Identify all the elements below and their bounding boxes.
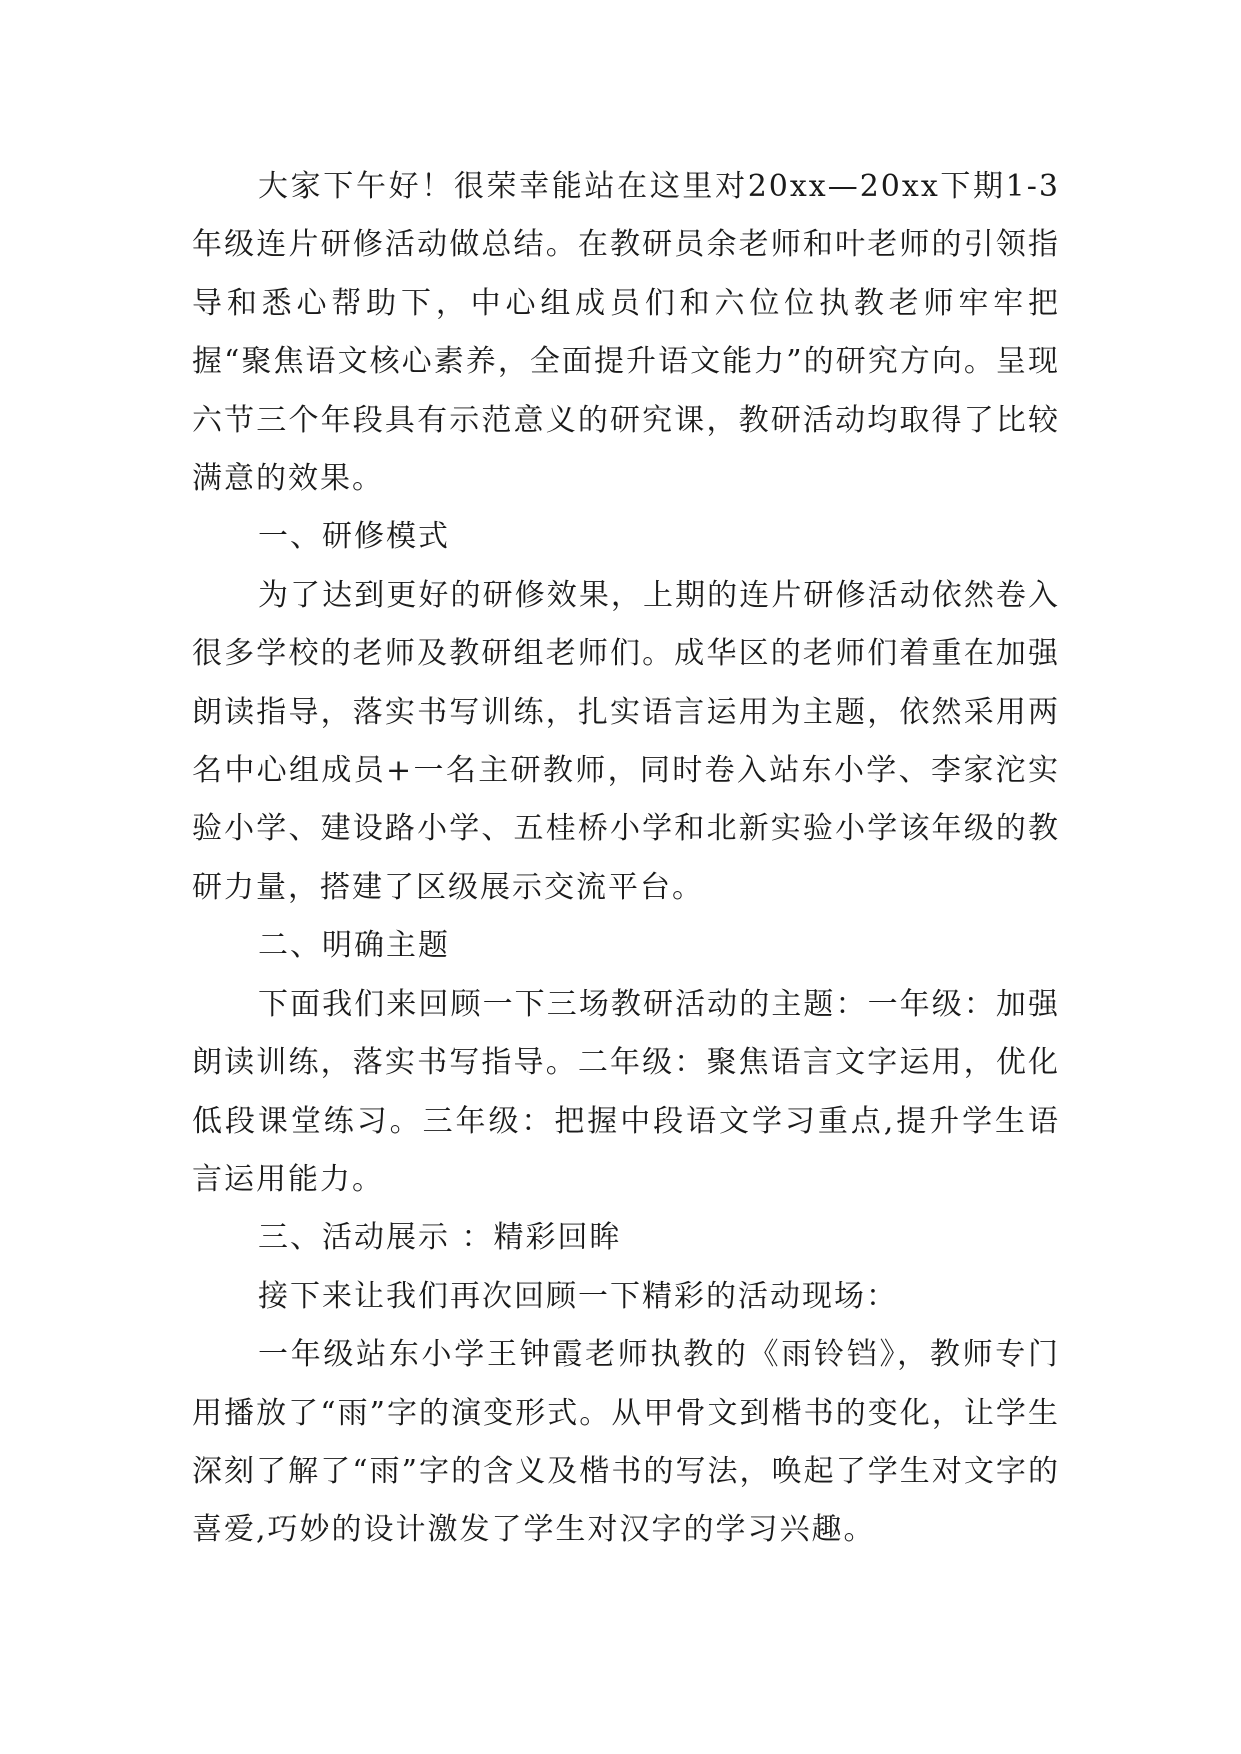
paragraph-intro: 大家下午好！很荣幸能站在这里对20xx—20xx下期1-3年级连片研修活动做总结。在教研员余老师和叶老师的引领指导和悉心帮助下，中心组成员们和六位位执教老师牢牢把握“聚焦语文核心素养，全面提升语文能力”的研究方向。呈现六节三个年段具有示范意义的研究课，教研活动均取得了比较满意的效果。 bbox=[192, 169, 1060, 497]
document-body bbox=[192, 158, 1060, 1560]
heading-research-mode: 一、研修模式 bbox=[258, 519, 450, 555]
paragraph-review-intro: 接下来让我们再次回顾一下精彩的活动现场： bbox=[258, 1278, 898, 1314]
heading-themes: 二、明确主题 bbox=[258, 928, 450, 964]
heading-activity-showcase: 三、活动展示 ：精彩回眸 bbox=[258, 1220, 622, 1256]
paragraph-research-mode: 为了达到更好的研修效果，上期的连片研修活动依然卷入很多学校的老师及教研组老师们。成华区的老师们着重在加强朗读指导，落实书写训练，扎实语言运用为主题，依然采用两名中心组成员+一名主研教师，同时卷入站东小学、李家沱实验小学、建设路小学、五桂桥小学和北新实验小学该年级的教研力量，搭建了区级展示交流平台。 bbox=[192, 577, 1060, 905]
paragraph-themes: 下面我们来回顾一下三场教研活动的主题：一年级：加强朗读训练，落实书写指导。二年级：聚焦语言文字运用，优化低段课堂练习。三年级：把握中段语文学习重点,提升学生语言运用能力。 bbox=[192, 986, 1060, 1197]
paragraph-grade-one-lesson: 一年级站东小学王钟霞老师执教的《雨铃铛》，教师专门用播放了“雨”字的演变形式。从甲骨文到楷书的变化，让学生深刻了解了“雨”字的含义及楷书的写法，唤起了学生对文字的喜爱,巧妙的设计激发了学生对汉字的学习兴趣。 bbox=[192, 1337, 1060, 1548]
